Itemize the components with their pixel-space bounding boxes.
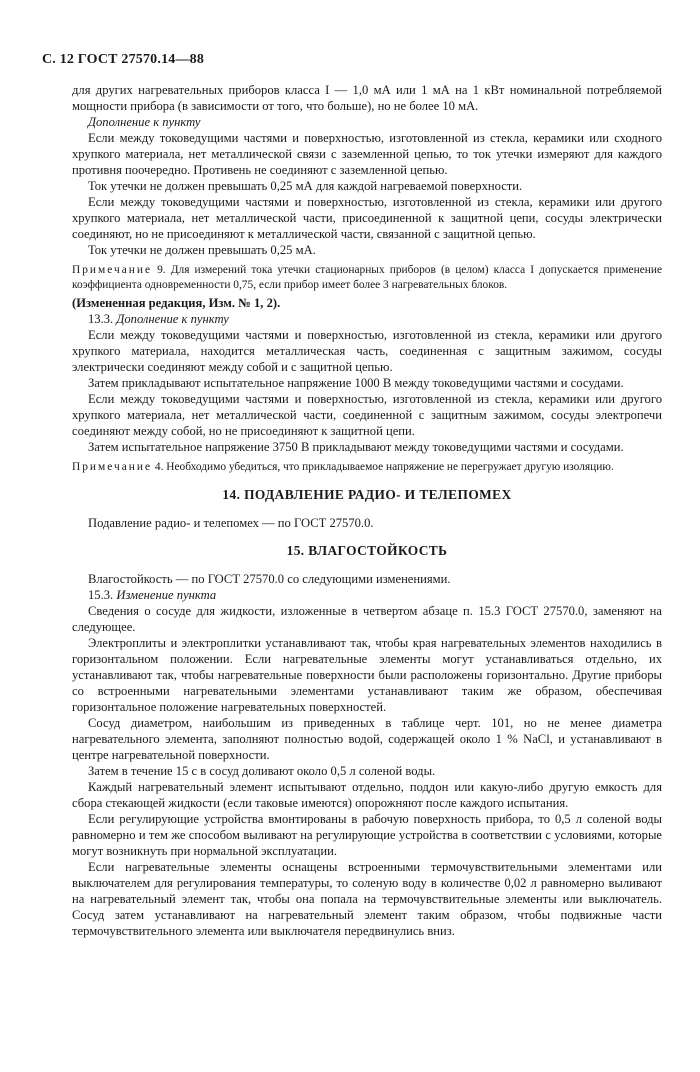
page-header: С. 12 ГОСТ 27570.14—88 xyxy=(42,52,205,67)
paragraph: Сосуд диаметром, наибольшим из приведенных в таблице черт. 101, но не менее диаметра нагревательного элемента, заполняют полностью водой, содержащей около 1 % NaCl, и устанавливают в центре нагревательной поверхности. xyxy=(72,715,662,762)
paragraph: Затем испытательное напряжение 3750 В прикладывают между токоведущими частями и сосудами. xyxy=(88,440,624,454)
paragraph: Если нагревательные элементы оснащены встроенными термочувствительными элементами или выключателем для регулирования температуры, то соленую воду в количестве 0,02 л равномерно выливают на нагревательный элемент так, чтобы она попала на термочувствительные элементы или выключатель. Сосуд затем устанавливают на нагревательный элемент таким образом, чтобы подвижные части термочувствительного элемента или выключателя передвинулись вниз. xyxy=(72,859,662,938)
clause-number: 15.3. xyxy=(88,587,117,602)
clause-13-3 xyxy=(72,311,662,327)
document-body xyxy=(72,82,662,939)
note-9 xyxy=(72,263,662,292)
amendment-note: (Измененная редакция, Изм. № 1, 2). xyxy=(72,296,281,310)
section-heading-15: 15. ВЛАГОСТОЙКОСТЬ xyxy=(286,542,448,558)
note-label: Примечание xyxy=(72,461,153,473)
clause-number: 13.3. xyxy=(88,312,117,326)
paragraph: Подавление радио- и телепомех — по ГОСТ 27570.0. xyxy=(88,515,374,530)
paragraph: Если между токоведущими частями и поверхностью, изготовленной из стекла, керамики или другого хрупкого материала, нет металлической части, соединенной с защитным зажимом, сосуды электропечи соединяют между собой, но не присоединяют к защитной цепи. xyxy=(72,392,662,438)
note-text: 9. Для измерений тока утечки стационарных приборов (в целом) класса I допускается применение коэффициента одновременности 0,75, если прибор имеет более 3 нагревательных блоков. xyxy=(72,264,662,291)
note-label: Примечание xyxy=(72,264,153,276)
note-text: 4. Необходимо убедиться, что прикладываемое напряжение не перегружает другую изоляцию. xyxy=(152,461,614,473)
paragraph: для других нагревательных приборов класса I — 1,0 мА или 1 мА на 1 кВт номинальной потребляемой мощности прибора (в зависимости от того, что больше), но не более 10 мА. xyxy=(72,83,662,113)
clause-title: Дополнение к пункту xyxy=(116,312,229,326)
paragraph: Влагостойкость — по ГОСТ 27570.0 со следующими изменениями. xyxy=(88,571,451,586)
paragraph: Если между токоведущими частями и поверхностью, изготовленной из стекла, керамики или другого хрупкого материала, находится металлическая часть, соединенная с защитным зажимом, сосуды электрически соединяют между собой и с защитной цепью. xyxy=(72,328,662,374)
clause-title: Изменение пункта xyxy=(116,587,217,602)
paragraph: Затем прикладывают испытательное напряжение 1000 В между токоведущими частями и сосудами. xyxy=(88,376,624,390)
paragraph: Затем в течение 15 с в сосуд доливают около 0,5 л соленой воды. xyxy=(88,763,436,778)
paragraph: Если регулирующие устройства вмонтированы в рабочую поверхность прибора, то 0,5 л соленой воды равномерно и тем же способом выливают на регулирующие устройства в соответствии с условиями, которые могут возникнуть при нормальной эксплуатации. xyxy=(72,811,662,858)
note-4 xyxy=(72,460,662,475)
paragraph: Если между токоведущими частями и поверхностью, изготовленной из стекла, керамики или другого хрупкого материала, нет металлической части, присоединенной к защитной цепи, сосуды электрически соединяют, но не присоединяют к металлической части, связанной с защитной цепью. xyxy=(72,195,662,241)
paragraph: Если между токоведущими частями и поверхностью, изготовленной из стекла, керамики или сходного хрупкого материала, нет металлической связи с заземленной цепью, то ток утечки измеряют для каждого противня поочередно. Противень не соединяют с заземленной цепью. xyxy=(72,131,662,177)
paragraph: Ток утечки не должен превышать 0,25 мА. xyxy=(88,243,316,257)
clause-15-3 xyxy=(72,587,662,603)
paragraph: Каждый нагревательный элемент испытывают отдельно, поддон или какую-либо другую емкость для сбора стекающей жидкости (если таковые имеются) опорожняют после каждого испытания. xyxy=(72,779,662,810)
paragraph: Ток утечки не должен превышать 0,25 мА для каждой нагреваемой поверхности. xyxy=(88,179,523,193)
paragraph-italic-heading: Дополнение к пункту xyxy=(88,115,201,129)
paragraph: Электроплиты и электроплитки устанавливают так, чтобы края нагревательных элементов находились в горизонтальном положении. Если нагревательные элементы могут устанавливаться отдельно, их устанавливают так, чтобы нагревательные поверхности были расположены горизонтально. Другие приборы со встроенными нагревательными элементами устанавливают таким же образом, обеспечивая горизонтальное положение нагревательных поверхностей. xyxy=(72,635,662,714)
section-heading-14: 14. ПОДАВЛЕНИЕ РАДИО- И ТЕЛЕПОМЕХ xyxy=(222,486,512,502)
paragraph: Сведения о сосуде для жидкости, изложенные в четвертом абзаце п. 15.3 ГОСТ 27570.0, заменяют на следующее. xyxy=(72,603,662,634)
